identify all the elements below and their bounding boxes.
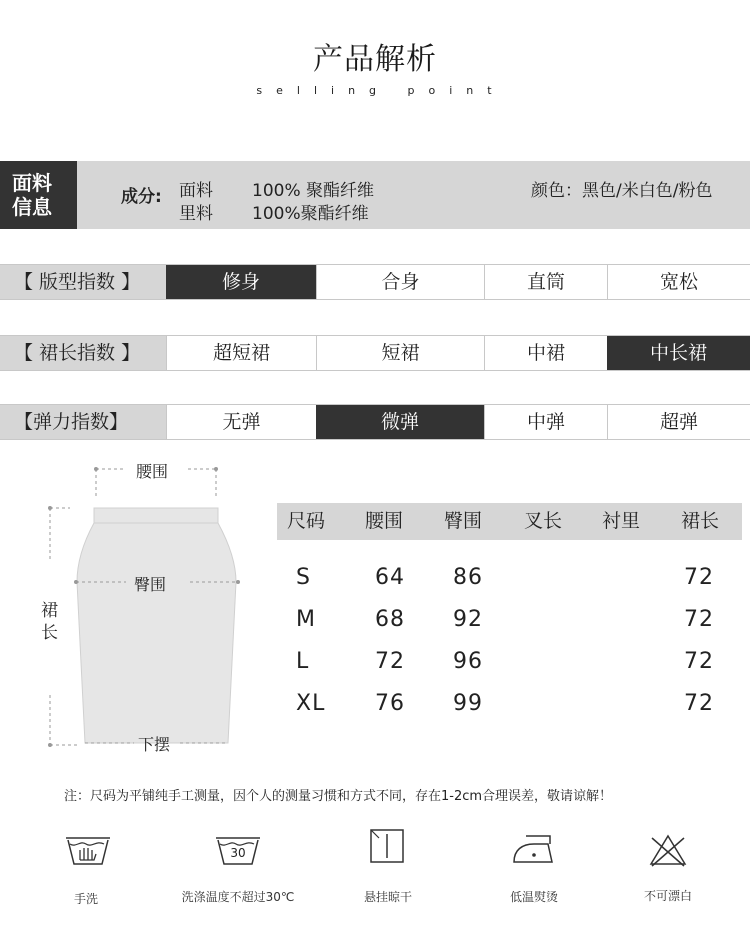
hem-label: 下摆 xyxy=(138,735,171,754)
care-label-low-iron: 低温熨烫 xyxy=(509,890,558,904)
size-cell-hip: 99 xyxy=(453,691,483,716)
index-option-selected: 微弹 xyxy=(316,405,484,439)
header-slit: 叉长 xyxy=(524,510,563,532)
size-cell-waist: 68 xyxy=(375,607,405,632)
hand-wash-icon xyxy=(64,834,112,872)
size-cell-length: 72 xyxy=(684,691,714,716)
size-cell-size: M xyxy=(296,607,316,632)
care-label-wash-temperature: 洗涤温度不超过30℃ xyxy=(181,890,295,904)
care-label-no-bleach: 不可漂白 xyxy=(643,889,692,903)
size-cell-hip: 96 xyxy=(453,649,483,674)
index-row-label: 【 版型指数 】 xyxy=(0,265,166,299)
size-cell-size: S xyxy=(296,565,311,590)
shell-value: 100% 聚酯纤维 xyxy=(252,181,375,201)
care-label-hand-wash: 手洗 xyxy=(73,892,98,906)
color-options: 颜色：黑色/米白色/粉色 xyxy=(531,181,713,201)
index-row-label: 【弹力指数】 xyxy=(0,405,166,439)
size-cell-length: 72 xyxy=(684,565,714,590)
index-option-selected: 中长裙 xyxy=(607,336,750,370)
size-cell-waist: 64 xyxy=(375,565,405,590)
measurement-note: 注：尺码为平铺纯手工测量，因个人的测量习惯和方式不同，存在1-2cm合理误差，敬请谅解！ xyxy=(64,789,613,804)
lining-value: 100%聚酯纤维 xyxy=(252,204,369,224)
care-label-hang-dry: 悬挂晾干 xyxy=(363,890,412,904)
index-option: 直筒 xyxy=(484,265,607,299)
header-hip: 臀围 xyxy=(444,510,483,532)
index-row-3 xyxy=(0,404,750,440)
index-option: 中弹 xyxy=(484,405,607,439)
index-row-2 xyxy=(0,335,750,371)
size-cell-size: L xyxy=(296,649,310,674)
index-row-1 xyxy=(0,264,750,300)
low-iron-icon xyxy=(510,832,556,872)
size-cell-length: 72 xyxy=(684,649,714,674)
composition-key: 成分: xyxy=(121,187,162,207)
page-title: 产品解析 xyxy=(313,42,437,77)
length-label xyxy=(41,600,58,644)
fabric-info-label-line1: 面料 xyxy=(12,171,52,195)
lining-key: 里料 xyxy=(179,204,213,224)
length-label-line1: 裙 xyxy=(41,601,58,621)
skirt-diagram xyxy=(30,455,255,755)
header-waist: 腰围 xyxy=(365,510,404,532)
size-cell-hip: 86 xyxy=(453,565,483,590)
index-option-selected: 修身 xyxy=(166,265,316,299)
header-length: 裙长 xyxy=(681,510,720,532)
size-cell-waist: 76 xyxy=(375,691,405,716)
index-option: 短裙 xyxy=(316,336,484,370)
hip-label: 臀围 xyxy=(134,575,167,594)
shell-key: 面料 xyxy=(179,181,213,201)
size-cell-waist: 72 xyxy=(375,649,405,674)
index-option: 超短裙 xyxy=(166,336,316,370)
fabric-info-label xyxy=(0,161,77,229)
no-bleach-icon xyxy=(648,832,688,872)
skirt-shape xyxy=(77,508,236,743)
waist-label: 腰围 xyxy=(136,462,169,481)
size-cell-length: 72 xyxy=(684,607,714,632)
index-option: 宽松 xyxy=(607,265,750,299)
index-option: 中裙 xyxy=(484,336,607,370)
index-row-label: 【 裙长指数 】 xyxy=(0,336,166,370)
header-lining: 衬里 xyxy=(602,510,641,532)
index-option: 无弹 xyxy=(166,405,316,439)
size-cell-hip: 92 xyxy=(453,607,483,632)
length-label-line2: 长 xyxy=(41,623,58,643)
fabric-info-label-line2: 信息 xyxy=(12,195,52,219)
size-cell-size: XL xyxy=(296,691,326,716)
wash-temperature-icon xyxy=(214,834,262,872)
wash-temperature-badge: 30 xyxy=(230,846,246,860)
size-table-header xyxy=(277,503,742,540)
index-option: 合身 xyxy=(316,265,484,299)
page-subtitle: selling point xyxy=(256,84,506,97)
hang-dry-icon xyxy=(369,828,405,868)
index-option: 超弹 xyxy=(607,405,750,439)
header-size: 尺码 xyxy=(287,510,326,532)
